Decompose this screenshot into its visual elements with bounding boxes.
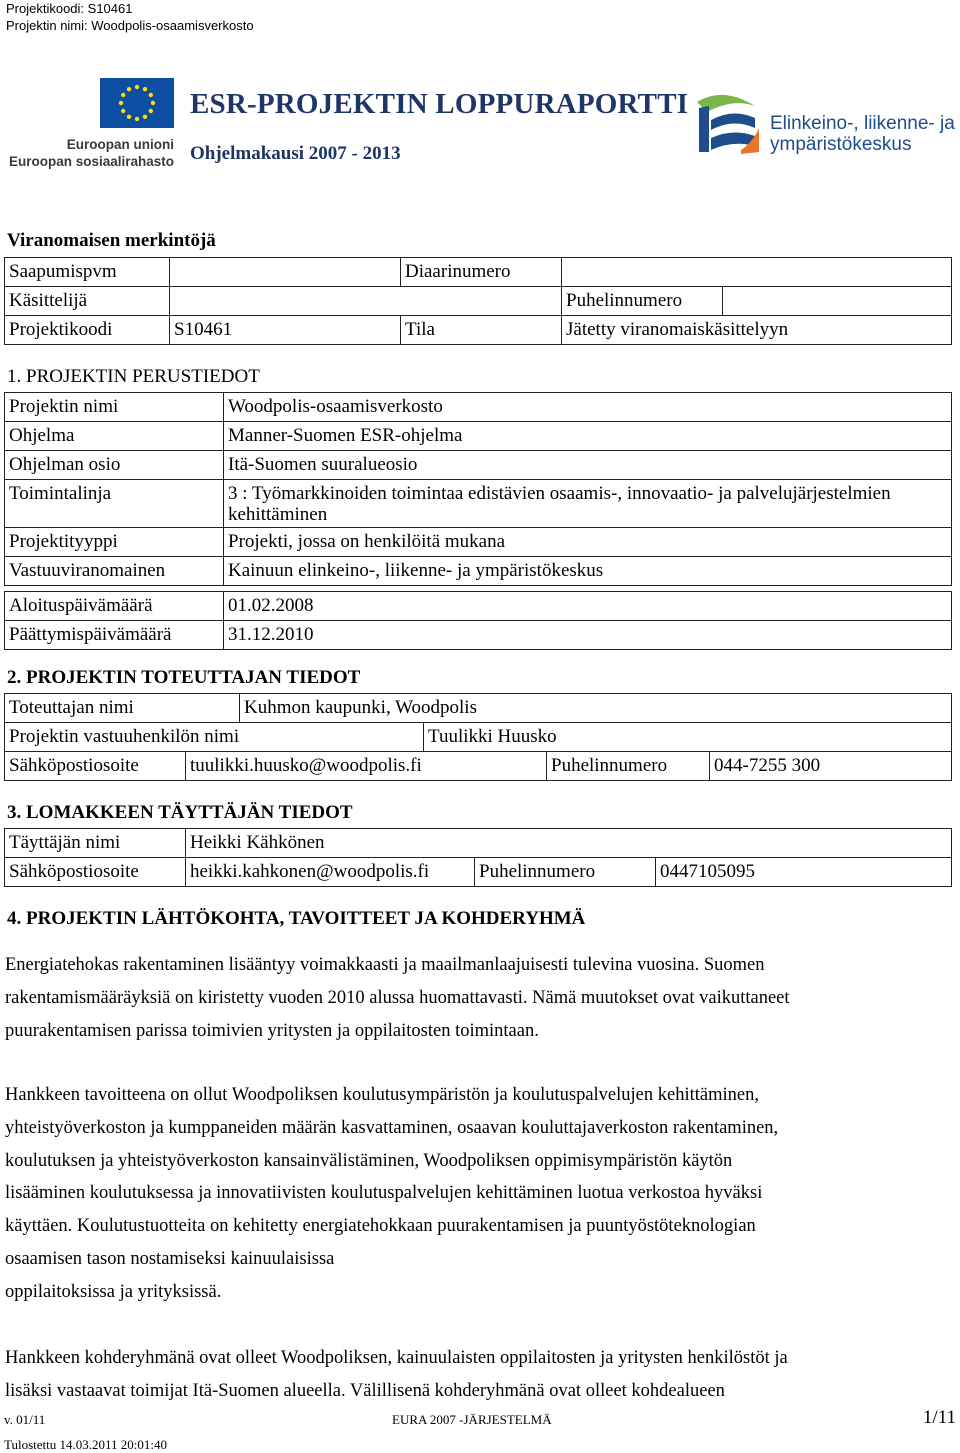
section4-heading: 4. PROJEKTIN LÄHTÖKOHTA, TAVOITTEET JA KOHDERYHMÄ: [7, 908, 586, 929]
filler-heading: 3. LOMAKKEEN TÄYTTÄJÄN TIEDOT: [7, 802, 353, 823]
basic-label: Projektityyppi: [5, 528, 224, 557]
filler-name-value: Heikki Kähkönen: [186, 829, 952, 858]
basic-value: Kainuun elinkeino-, liikenne- ja ympäristökeskus: [224, 557, 952, 586]
implementer-name-label: Toteuttajan nimi: [5, 694, 240, 723]
paragraph-goals: [5, 1079, 950, 1309]
text-line: koulutuksen ja yhteistyöverkoston kansainvälistäminen, Woodpoliksen oppimisympäristön käytön: [5, 1150, 733, 1171]
text-line: Energiatehokas rakentaminen lisääntyy voimakkaasti ja maailmanlaajuisesti tulevina vuosina. Suomen: [5, 955, 765, 975]
meta-project-name: Projektin nimi: Woodpolis-osaamisverkosto: [6, 18, 254, 33]
eu-flag-logo: [100, 78, 174, 128]
basic-heading: 1. PROJEKTIN PERUSTIEDOT: [7, 366, 260, 387]
basic-label: Projektin nimi: [5, 393, 224, 422]
basic-value: 3 : Työmarkkinoiden toimintaa edistävien osaamis-, innovaatio- ja palvelujärjestelmien kehittäminen: [224, 480, 952, 528]
report-subtitle: Ohjelmakausi 2007 - 2013: [190, 143, 401, 164]
projektikoodi-label: Projektikoodi: [5, 316, 170, 345]
filler-name-table: [4, 828, 952, 858]
paragraph-target-group: [5, 1342, 950, 1408]
kasittelija-value: [170, 287, 562, 316]
implementer-heading: 2. PROJEKTIN TOTEUTTAJAN TIEDOT: [7, 667, 361, 688]
implementer-phone-label: Puhelinnumero: [547, 752, 710, 781]
authority-heading: Viranomaisen merkintöjä: [7, 230, 216, 251]
filler-email-value: heikki.kahkonen@woodpolis.fi: [186, 858, 475, 887]
implementer-phone-value: 044-7255 300: [710, 752, 952, 781]
diaarinumero-value: [562, 258, 952, 287]
ely-line-2: ympäristökeskus: [770, 134, 912, 155]
kasittelija-label: Käsittelijä: [5, 287, 170, 316]
implementer-person-table: [4, 722, 952, 752]
eu-logo-text: [8, 136, 174, 170]
saapumispvm-label: Saapumispvm: [5, 258, 170, 287]
text-line: puurakentamisen parissa toimivien yritysten ja oppilaitosten toimintaan.: [5, 1020, 539, 1041]
saapumispvm-value: [170, 258, 401, 287]
basic-label: Ohjelma: [5, 422, 224, 451]
text-line: oppilaitoksissa ja yrityksissä.: [5, 1281, 222, 1302]
text-line: Hankkeen kohderyhmänä ovat olleet Woodpoliksen, kainuulaisten oppilaitosten ja yritysten henkilöstöt ja: [5, 1348, 788, 1368]
ely-logo-icon: [693, 88, 763, 160]
text-line: rakentamismääräyksiä on kiristetty vuoden 2010 alussa huomattavasti. Nämä muutokset ovat vaikuttaneet: [5, 987, 790, 1008]
projektikoodi-value: S10461: [170, 316, 401, 345]
eu-line-2: Euroopan sosiaalirahasto: [8, 154, 174, 169]
text-line: osaamisen tason nostamiseksi kainuulaisissa: [5, 1248, 335, 1269]
text-line: Hankkeen tavoitteena on ollut Woodpoliksen koulutusympäristön ja koulutuspalvelujen kehittäminen,: [5, 1085, 759, 1105]
end-date-value: 31.12.2010: [224, 621, 952, 650]
document-meta: [6, 0, 254, 34]
tila-label: Tila: [401, 316, 562, 345]
responsible-person-label: Projektin vastuuhenkilön nimi: [5, 723, 424, 752]
filler-phone-value: 0447105095: [656, 858, 952, 887]
diaarinumero-label: Diaarinumero: [401, 258, 562, 287]
basic-value: Projekti, jossa on henkilöitä mukana: [224, 528, 952, 557]
text-line: lisääminen koulutuksessa ja innovatiivisten koulutuspalvelujen kehittäminen luotua verkostoa hyväksi: [5, 1183, 763, 1204]
basic-label: Vastuuviranomainen: [5, 557, 224, 586]
start-date-value: 01.02.2008: [224, 592, 952, 621]
footer-system: EURA 2007 -JÄRJESTELMÄ: [392, 1412, 552, 1427]
dates-table: [4, 591, 952, 650]
meta-project-code: Projektikoodi: S10461: [6, 1, 133, 16]
puhelinnumero-value: [723, 287, 952, 316]
filler-phone-label: Puhelinnumero: [475, 858, 656, 887]
responsible-person-value: Tuulikki Huusko: [424, 723, 952, 752]
basic-info-table: [4, 392, 952, 586]
filler-email-label: Sähköpostiosoite: [5, 858, 186, 887]
eu-line-1: Euroopan unioni: [66, 137, 174, 152]
implementer-name-value: Kuhmon kaupunki, Woodpolis: [240, 694, 952, 723]
puhelinnumero-label: Puhelinnumero: [562, 287, 723, 316]
text-line: käyttäen. Koulutustuotteita on kehitetty energiatehokkaan puurakentamisen ja puuntyöstöteknologian: [5, 1216, 756, 1237]
authority-table: [4, 257, 952, 345]
filler-contact-table: [4, 857, 952, 887]
text-line: yhteistyöverkoston ja kumppaneiden määrän kasvattaminen, osaavan kouluttajaverkoston rakentaminen,: [5, 1117, 779, 1138]
implementer-email-label: Sähköpostiosoite: [5, 752, 186, 781]
tila-value: Jätetty viranomaiskäsittelyyn: [562, 316, 952, 345]
basic-value: Itä-Suomen suuralueosio: [224, 451, 952, 480]
basic-label: Toimintalinja: [5, 480, 224, 528]
ely-logo-text: [770, 113, 955, 155]
ely-line-1: Elinkeino-, liikenne- ja: [770, 113, 955, 134]
end-date-label: Päättymispäivämäärä: [5, 621, 224, 650]
filler-name-label: Täyttäjän nimi: [5, 829, 186, 858]
implementer-contact-table: [4, 751, 952, 781]
footer-page-number: 1/11: [922, 1407, 956, 1428]
basic-label: Ohjelman osio: [5, 451, 224, 480]
text-line: lisäksi vastaavat toimijat Itä-Suomen alueella. Välillisenä kohderyhmänä ovat olleet kohdealueen: [5, 1380, 725, 1401]
footer-version: v. 01/11: [4, 1412, 46, 1427]
start-date-label: Aloituspäivämäärä: [5, 592, 224, 621]
footer-printed: Tulostettu 14.03.2011 20:01:40: [4, 1437, 168, 1452]
implementer-name-table: [4, 693, 952, 723]
basic-value: Manner-Suomen ESR-ohjelma: [224, 422, 952, 451]
paragraph-starting-point: [5, 949, 950, 1047]
implementer-email-value: tuulikki.huusko@woodpolis.fi: [186, 752, 547, 781]
report-title: ESR-PROJEKTIN LOPPURAPORTTI: [190, 88, 689, 120]
basic-value: Woodpolis-osaamisverkosto: [224, 393, 952, 422]
